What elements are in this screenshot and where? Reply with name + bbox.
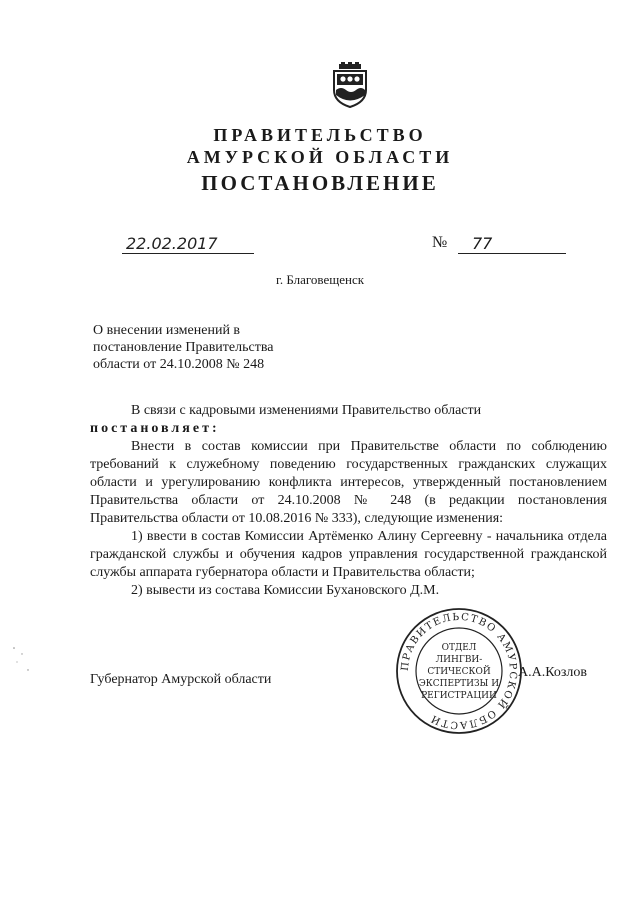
region-title: АМУРСКОЙ ОБЛАСТИ <box>186 147 454 167</box>
signatory-position: Губернатор Амурской области <box>90 672 272 687</box>
decree-word: постановляет: <box>90 421 220 436</box>
city: г. Благовещенск <box>275 272 365 287</box>
number-label: № <box>432 234 448 251</box>
paragraph: Внести в состав комиссии при Правительстве области по соблюдению требований к служебному поведению государственных гражданских служащих области и урегулированию конфликта интересов, утвержденный постановлением Правительства области от 24.10.2008 № 248 (в редакции постановления Правительства области от 10.08.2016 № 333), следующие изменения: <box>90 439 607 526</box>
document-number: 77 <box>458 234 566 254</box>
stamp-line: ЛИНГВИ- <box>435 655 483 665</box>
list-item: 1) ввести в состав Комиссии Артёменко Алину Сергеевну - начальника отдела гражданской службы и обучения кадров управления государственной гражданской службы аппарата губернатора области и Правительства области; <box>90 529 607 580</box>
stamp-ring-text: ПРАВИТЕЛЬСТВО АМУРСКОЙ ОБЛАСТИ <box>399 611 519 731</box>
stamp-line: РЕГИСТРАЦИИ <box>421 691 497 701</box>
stamp-line: СТИЧЕСКОЙ <box>427 667 491 677</box>
subject-line: О внесении изменений в <box>93 323 241 338</box>
coat-of-arms-icon <box>330 62 370 108</box>
stamp-line: ЭКСПЕРТИЗЫ И <box>418 679 500 689</box>
list-item: 2) вывести из состава Комиссии Бухановского Д.М. <box>131 583 440 598</box>
document-date: 22.02.2017 <box>122 234 254 254</box>
official-stamp-icon <box>394 606 524 736</box>
stamp-line: ОТДЕЛ <box>441 643 477 653</box>
subject-line: постановление Правительства <box>93 340 274 355</box>
signatory-name: А.А.Козлов <box>518 665 587 680</box>
government-title: ПРАВИТЕЛЬСТВО <box>213 125 427 145</box>
scan-noise <box>8 640 38 680</box>
intro-paragraph: В связи с кадровыми изменениями Правительство области <box>131 403 482 418</box>
document-body <box>90 402 607 600</box>
subject-line: области от 24.10.2008 № 248 <box>93 357 265 372</box>
subject-block <box>93 322 353 373</box>
document-type: ПОСТАНОВЛЕНИЕ <box>201 171 439 195</box>
